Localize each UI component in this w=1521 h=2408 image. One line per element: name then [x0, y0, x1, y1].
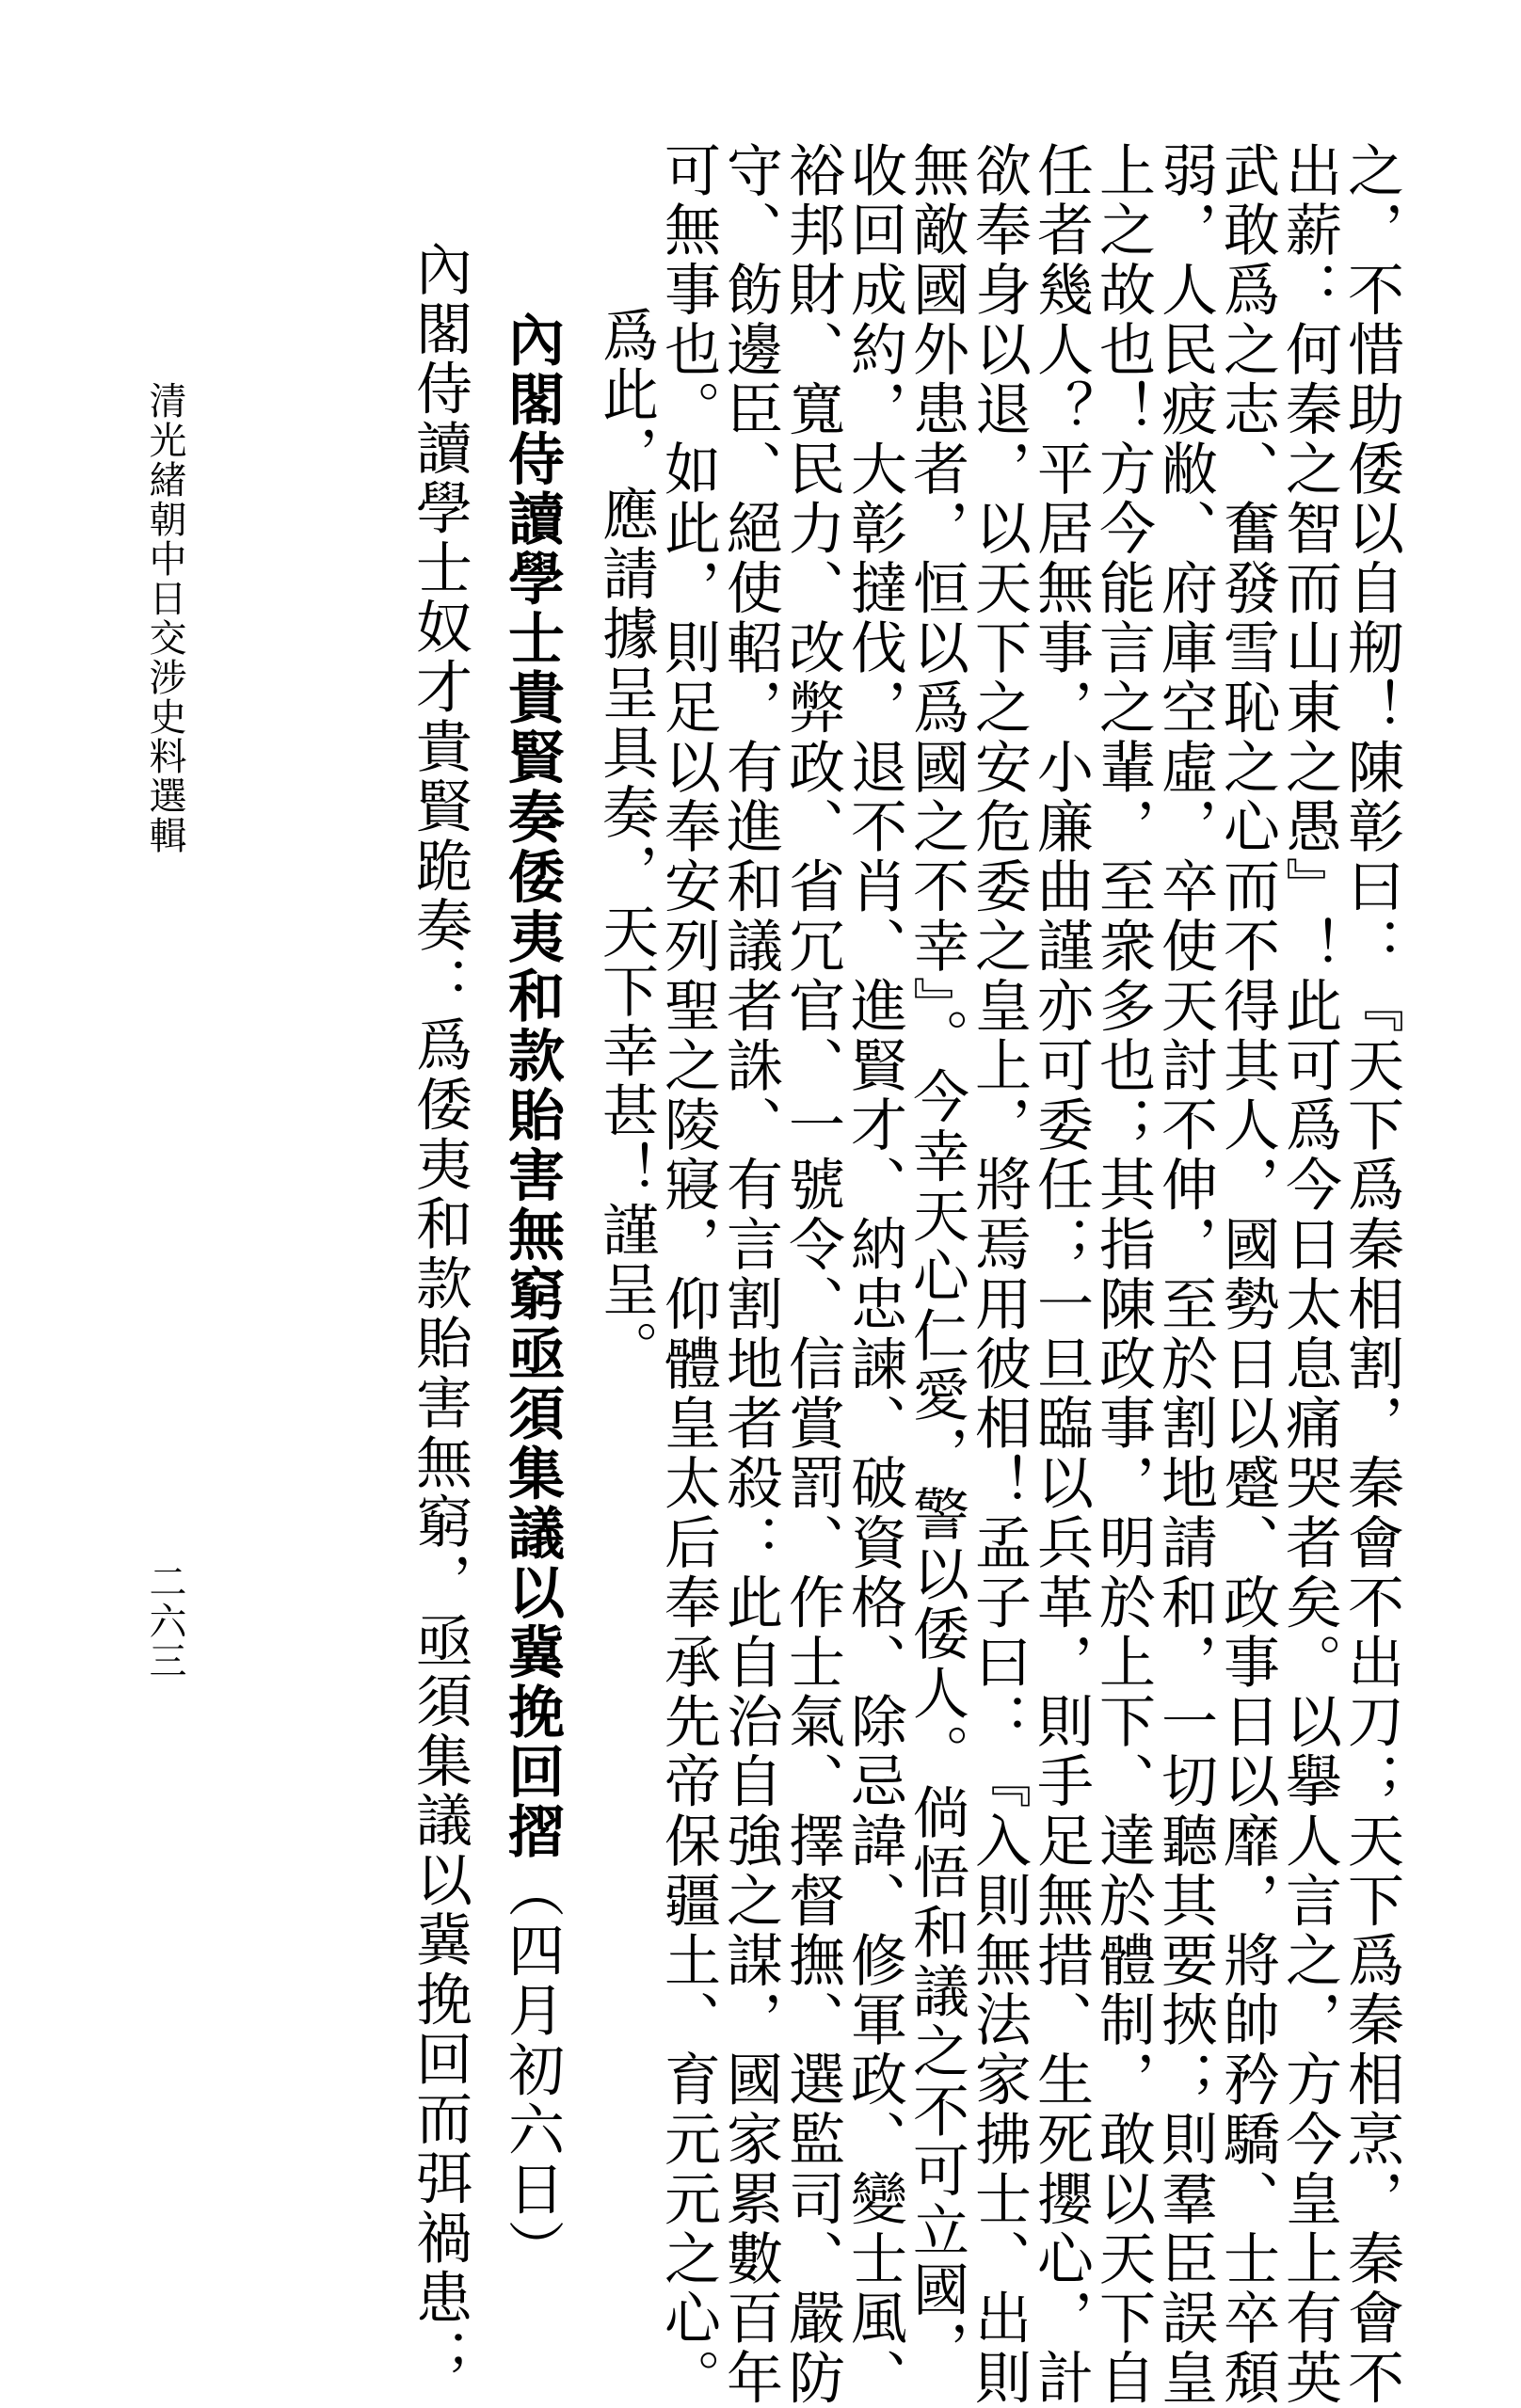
section-date: （四月初六日） [499, 1861, 565, 2280]
text-column: 任者幾人？平居無事，小廉曲謹亦可委任；一旦臨以兵革，則手足無措、生死攖心，計 [1028, 141, 1094, 2408]
text-column: 欲奉身以退，以天下之安危委之皇上，將焉用彼相！孟子曰：『入則無法家拂士、出則 [966, 141, 1032, 2408]
text-column: 爲此，應請據呈具奏，天下幸甚！謹呈。 [593, 306, 659, 1380]
text-column: 無敵國外患者，恒以爲國之不幸』。今幸天心仁愛，警以倭人。倘悟和議之不可立國， [904, 141, 969, 2381]
text-column: 之，不惜助倭以自剏！陳彰曰：『天下爲秦相割，秦會不出刀；天下爲秦相烹，秦會不 [1338, 141, 1404, 2408]
text-column: 武敢爲之志、奮發雪恥之心而不得其人，國勢日以蹙、政事日以靡，將帥矜驕、士卒頽 [1214, 141, 1280, 2408]
text-column: 裕邦財、寬民力、改弊政、省冗官、一號令、信賞罰、作士氣、擇督撫、選監司、嚴防 [779, 141, 845, 2408]
text-column: 可無事也。如此，則足以奉安列聖之陵寢，仰體皇太后奉承先帝保疆土、育元元之心。 [655, 141, 721, 2408]
section-title: 內閣侍讀學士貴賢奏倭夷和款貽害無窮亟須集議以冀挽回摺 [499, 311, 565, 1862]
memorial-line: 內閣侍讀學士奴才貴賢跪奏：爲倭夷和款貽害無窮，亟須集議以冀挽回而弭禍患； [407, 240, 472, 2388]
text-column: 上之故也！方今能言之輩，至衆多也；其指陳政事，明於上下、達於體制，敢以天下自 [1090, 141, 1156, 2408]
text-column: 收回成約，大彰撻伐，退不肖、進賢才、納忠諫、破資格、除忌諱、修軍政、變士風、 [841, 141, 907, 2408]
running-title: 清光緒朝中日交涉史料選輯 [143, 381, 186, 855]
page-number: 二六三 [143, 1562, 186, 1681]
section-title-column [499, 311, 565, 2279]
text-column: 弱，人民疲敝、府庫空虛，卒使天討不伸，至於割地請和，一切聽其要挾；則羣臣誤皇 [1152, 141, 1218, 2408]
text-column: 出薪：何秦之智而山東之愚』！此可爲今日太息痛哭者矣。以擧人言之，方今皇上有英 [1276, 141, 1342, 2408]
text-column: 守、飭邊臣、絕使軺，有進和議者誅、有言割地者殺：此自治自強之謀，國家累數百年 [717, 141, 783, 2408]
